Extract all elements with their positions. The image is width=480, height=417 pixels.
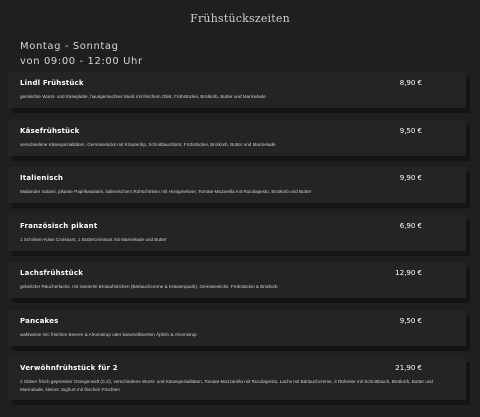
- item-price: 9,90 €: [399, 174, 422, 182]
- menu-item-card: [8, 357, 466, 400]
- menu-item-card: [8, 72, 466, 108]
- item-name: Käsefrühstück: [20, 127, 80, 135]
- item-price: 21,90 €: [395, 364, 422, 372]
- opening-hours: [20, 39, 143, 69]
- item-description: wahlweise mit: frischen Beeren & Ahornsirup oder karamellisierten Äpfeln & Ahornsirup: [20, 332, 197, 337]
- item-description: gemischte Wurst- und Käseplatte, hausgemachtes Musli mit frischem Obst, Frühstückei, Brotkorb, Butter und Marmelade: [20, 94, 266, 99]
- item-price: 8,90 €: [399, 79, 422, 87]
- item-price: 12,90 €: [395, 269, 422, 277]
- item-price: 9,50 €: [399, 127, 422, 135]
- menu-item-card: [8, 310, 466, 346]
- item-description: gebeitzter Räucherlachs, mit zweierlei Brotaufstrichen (Bärlauchcreme & Kräuterquark), Gemüsesticks, Frühstückei & Brotkorb: [20, 284, 278, 289]
- item-name: Französisch pikant: [20, 222, 98, 230]
- item-description: Mailänder Salami, pikante Paprikasalami, italienischem Rohschinken mit Honigmelone, Tomate-Mozarella mit Rucolapesto, Brotkorb und Butter: [20, 189, 312, 194]
- item-description: verschiedene Käsespezialitäten, Gemüsesticks mit Kräuterdip, Schnittlauchbrot, Frühstückei, Brotkorb, Butter und Marmelade: [20, 142, 276, 147]
- item-name: Pancakes: [20, 317, 59, 325]
- item-description: 2 Gläser frisch gepresster Orangensaft (0,1l), verschiedene Wurst- und Käsespezialitäten, Tomate-Mozzarella mit Rucolapesto, Lachs mit Bärlauchcreme, 3 Rühreier mit Schnittlauch, Brotkorb, Butter und Marmelade, kleiner Joghurt mit frischen Früchten: [20, 379, 433, 392]
- item-price: 9,50 €: [399, 317, 422, 325]
- item-description: 1 Schinken-Käse Croissant, 1 Buttercroissant mit Marmelade und Butter: [20, 237, 167, 242]
- menu-item-card: [8, 262, 466, 298]
- opening-days: Montag - Sonntag: [20, 41, 119, 52]
- menu-item-card: [8, 167, 466, 203]
- opening-time: von 09:00 - 12:00 Uhr: [20, 56, 143, 67]
- item-price: 6,90 €: [399, 222, 422, 230]
- page-title: Frühstückszeiten: [190, 12, 290, 25]
- item-name: Verwöhnfrühstück für 2: [20, 364, 118, 372]
- menu-item-card: [8, 215, 466, 251]
- item-name: Italienisch: [20, 174, 64, 182]
- item-name: Lachsfrühstück: [20, 269, 84, 277]
- menu-item-card: [8, 120, 466, 156]
- item-name: Lindl Frühstück: [20, 79, 84, 87]
